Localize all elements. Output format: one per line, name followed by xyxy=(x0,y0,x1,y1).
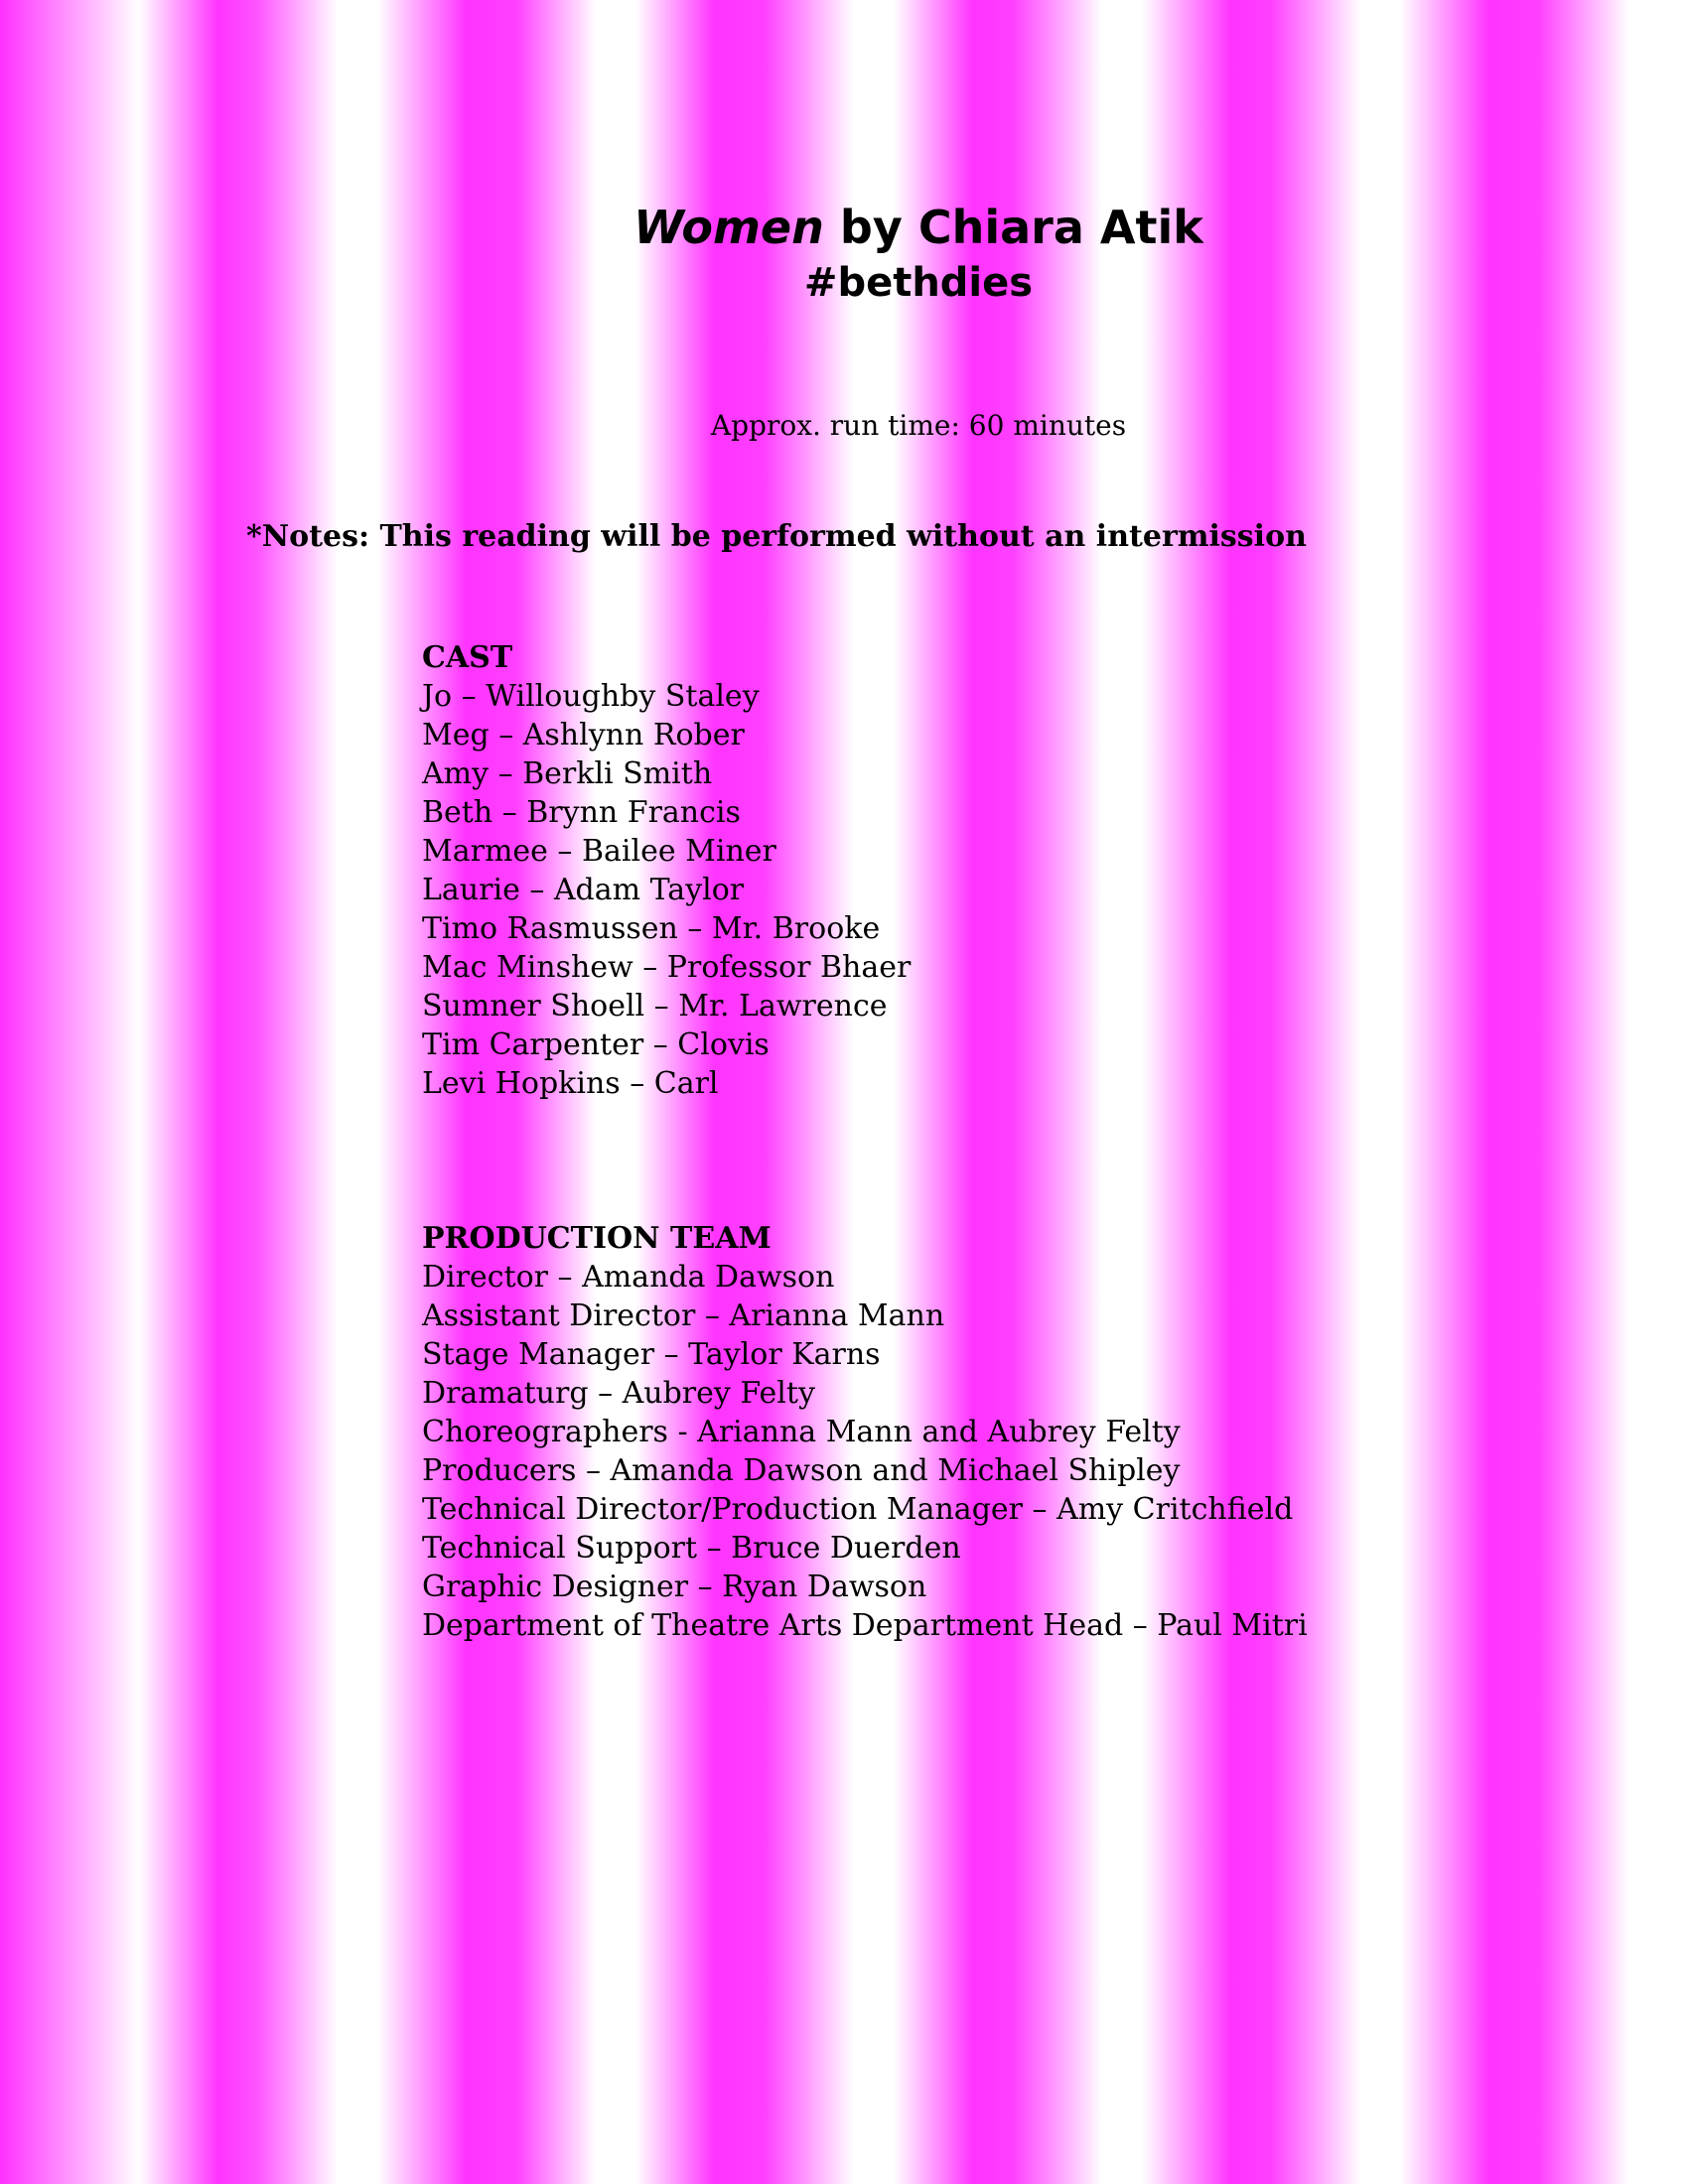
cast-entry: Jo – Willoughby Staley xyxy=(422,679,760,714)
title-author: by Chiara Atik xyxy=(823,201,1203,254)
team-entry: Technical Director/Production Manager – Amy Critchfield xyxy=(422,1492,1294,1527)
team-entry: Dramaturg – Aubrey Felty xyxy=(422,1376,815,1411)
page-subtitle: #bethdies xyxy=(803,260,1034,306)
title-block xyxy=(0,199,1688,310)
production-team-section xyxy=(422,1219,1308,1645)
team-entry: Producers – Amanda Dawson and Michael Shipley xyxy=(422,1453,1181,1488)
team-entry: Assistant Director – Arianna Mann xyxy=(422,1298,945,1333)
cast-entry: Timo Rasmussen – Mr. Brooke xyxy=(422,911,881,946)
production-team-heading: PRODUCTION TEAM xyxy=(422,1221,772,1256)
title-play-name: Women xyxy=(633,201,824,254)
cast-entry: Sumner Shoell – Mr. Lawrence xyxy=(422,989,888,1024)
team-entry: Stage Manager – Taylor Karns xyxy=(422,1337,881,1372)
cast-entry: Marmee – Bailee Miner xyxy=(422,834,776,869)
team-entry: Graphic Designer – Ryan Dawson xyxy=(422,1570,927,1604)
cast-heading: CAST xyxy=(422,640,513,675)
cast-entry: Laurie – Adam Taylor xyxy=(422,873,745,907)
team-entry: Choreographers - Arianna Mann and Aubrey Felty xyxy=(422,1415,1181,1449)
cast-entry: Amy – Berkli Smith xyxy=(422,756,713,791)
cast-entry: Meg – Ashlynn Rober xyxy=(422,718,745,752)
cast-entry: Beth – Brynn Francis xyxy=(422,795,741,830)
team-entry: Department of Theatre Arts Department Head – Paul Mitri xyxy=(422,1608,1308,1643)
cast-section xyxy=(422,638,911,1103)
cast-entry: Mac Minshew – Professor Bhaer xyxy=(422,950,912,985)
team-entry: Director – Amanda Dawson xyxy=(422,1260,835,1295)
cast-entry: Levi Hopkins – Carl xyxy=(422,1066,719,1101)
page-title xyxy=(149,199,1688,256)
cast-entry: Tim Carpenter – Clovis xyxy=(422,1027,770,1062)
run-time-text: Approx. run time: 60 minutes xyxy=(710,409,1127,442)
notes-text: *Notes: This reading will be performed without an intermission xyxy=(246,519,1307,554)
team-entry: Technical Support – Bruce Duerden xyxy=(422,1531,961,1566)
